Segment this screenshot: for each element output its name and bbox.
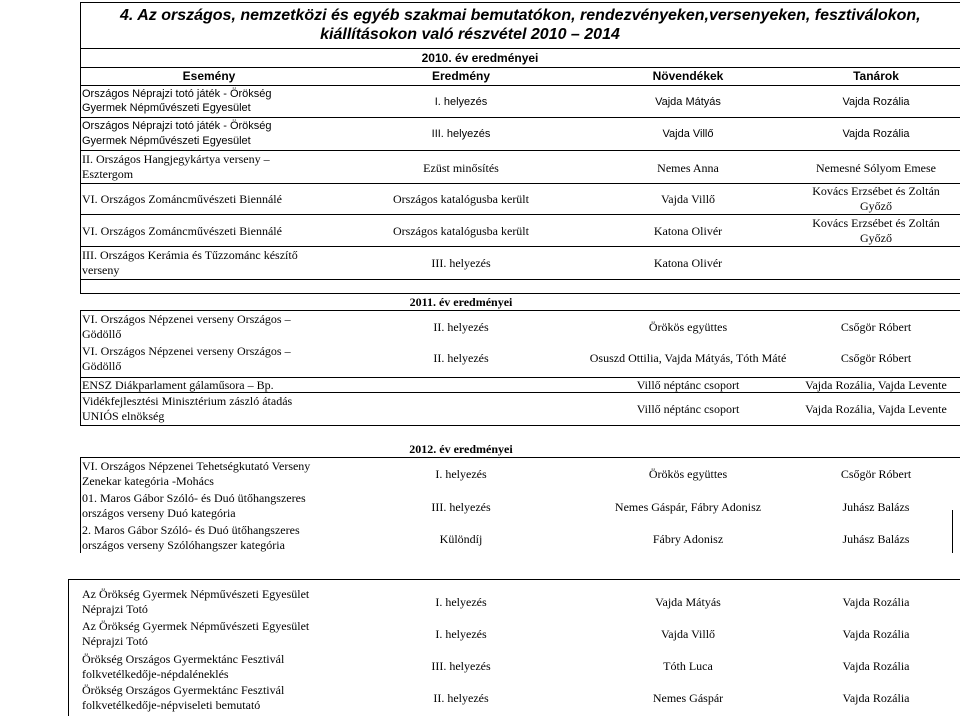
column-header-event: Esemény bbox=[182, 69, 236, 83]
student-cell: Osuszd Ottilia, Vajda Mátyás, Tóth Máté bbox=[589, 351, 787, 365]
event-line1: Vidékfejlesztési Minisztérium zászló átadás bbox=[82, 394, 293, 408]
student-cell: Tóth Luca bbox=[663, 659, 713, 673]
teacher-cell: Csőgör Róbert bbox=[840, 351, 912, 365]
result-cell: II. helyezés bbox=[433, 691, 489, 705]
student-cell: Vajda Villő bbox=[660, 192, 716, 206]
student-cell: Villő néptánc csoport bbox=[636, 402, 740, 416]
event-line1: 01. Maros Gábor Szóló- és Duó ütőhangszeres bbox=[82, 491, 306, 505]
result-cell: III. helyezés bbox=[431, 659, 491, 673]
teacher-cell: Vajda Rozália, Vajda Levente bbox=[805, 402, 947, 416]
result-cell: II. helyezés bbox=[433, 320, 489, 334]
event-line2: folkvetélkedője-népdaléneklés bbox=[82, 667, 229, 681]
section-heading-line1: 4. Az országos, nemzetközi és egyéb szakmai bemutatókon, rendezvényeken,versenyeken, fesztiválokon, bbox=[120, 7, 921, 24]
result-cell: III. helyezés bbox=[431, 500, 491, 514]
event-line2: Gyermek Népművészeti Egyesület bbox=[82, 102, 251, 114]
student-cell: Vajda Villő bbox=[660, 627, 716, 641]
column-header-result: Eredmény bbox=[431, 69, 491, 83]
event-line1: Az Örökség Gyermek Népművészeti Egyesület bbox=[82, 587, 310, 601]
student-cell: Nemes Anna bbox=[657, 161, 719, 175]
event-line2: Gyermek Népművészeti Egyesület bbox=[82, 135, 251, 147]
result-cell: Országos katalógusba került bbox=[393, 224, 529, 238]
result-cell: III. helyezés bbox=[431, 128, 491, 140]
result-cell: I. helyezés bbox=[434, 96, 488, 108]
event-line2: folkvetélkedője-népviseleti bemutató bbox=[82, 698, 261, 712]
event-line2: Néprajzi Totó bbox=[82, 634, 148, 648]
event-line1: Országos Néprajzi totó játék - Örökség bbox=[82, 88, 272, 100]
event-line2: UNIÓS elnökség bbox=[82, 409, 165, 423]
student-cell: Katona Olivér bbox=[653, 256, 723, 270]
column-header-students: Növendékek bbox=[652, 69, 724, 83]
result-cell: I. helyezés bbox=[435, 595, 487, 609]
teacher-cell: Juhász Balázs bbox=[842, 532, 910, 546]
event-line1: VI. Országos Zománcművészeti Biennálé bbox=[82, 192, 282, 206]
student-cell: Örökös együttes bbox=[648, 467, 728, 481]
event-line2: országos verseny Szólóhangszer kategória bbox=[82, 538, 285, 552]
teacher-cell-line2: Győző bbox=[860, 199, 892, 213]
event-line1: III. Országos Kerámia és Tűzzománc készítő bbox=[82, 248, 298, 262]
result-cell: III. helyezés bbox=[431, 256, 491, 270]
section-heading-line2: kiállításokon való részvétel 2010 – 2014 bbox=[320, 26, 620, 43]
teacher-cell-line2: Győző bbox=[860, 231, 892, 245]
result-cell: I. helyezés bbox=[435, 627, 487, 641]
result-cell: Különdíj bbox=[439, 532, 483, 546]
teacher-cell: Csőgör Róbert bbox=[840, 320, 912, 334]
teacher-cell: Juhász Balázs bbox=[842, 500, 910, 514]
year-2010-title: 2010. év eredményei bbox=[421, 51, 539, 65]
event-line2: Néprajzi Totó bbox=[82, 602, 148, 616]
teacher-cell: Nemesné Sólyom Emese bbox=[816, 161, 936, 175]
event-line2: verseny bbox=[82, 263, 120, 277]
student-cell: Örökös együttes bbox=[648, 320, 728, 334]
event-line2: Zenekar kategória -Mohács bbox=[82, 474, 214, 488]
teacher-cell: Vajda Rozália bbox=[842, 96, 910, 108]
event-line1: 2. Maros Gábor Szóló- és Duó ütőhangszeres bbox=[82, 523, 300, 537]
teacher-cell: Vajda Rozália, Vajda Levente bbox=[805, 378, 947, 392]
event-line2: Gödöllő bbox=[82, 327, 122, 341]
event-line1: Örökség Országos Gyermektánc Fesztivál bbox=[82, 652, 285, 666]
student-cell: Vajda Villő bbox=[662, 128, 714, 140]
student-cell: Villő néptánc csoport bbox=[636, 378, 740, 392]
student-cell: Fábry Adonisz bbox=[652, 532, 724, 546]
event-line2: országos verseny Duó kategória bbox=[82, 506, 236, 520]
teacher-cell: Csőgör Róbert bbox=[840, 467, 912, 481]
event-line1: VI. Országos Népzenei verseny Országos – bbox=[82, 344, 291, 358]
year-2012-title: 2012. év eredményei bbox=[409, 442, 513, 456]
teacher-cell: Vajda Rozália bbox=[842, 128, 910, 140]
event-line1: Örökség Országos Gyermektánc Fesztivál bbox=[82, 683, 285, 697]
student-cell: Nemes Gáspár bbox=[652, 691, 724, 705]
event-line2: Esztergom bbox=[82, 167, 134, 181]
result-cell: I. helyezés bbox=[435, 467, 487, 481]
event-line1: II. Országos Hangjegykártya verseny – bbox=[82, 152, 270, 166]
student-cell: Katona Olivér bbox=[653, 224, 723, 238]
result-cell: II. helyezés bbox=[433, 351, 489, 365]
result-cell: Országos katalógusba került bbox=[393, 192, 529, 206]
student-cell: Vajda Mátyás bbox=[655, 96, 721, 108]
teacher-cell: Vajda Rozália bbox=[842, 595, 910, 609]
event-line2: Gödöllő bbox=[82, 359, 122, 373]
teacher-cell: Kovács Erzsébet és Zoltán bbox=[812, 184, 940, 198]
teacher-cell: Kovács Erzsébet és Zoltán bbox=[812, 216, 940, 230]
teacher-cell: Vajda Rozália bbox=[842, 691, 910, 705]
teacher-cell: Vajda Rozália bbox=[842, 627, 910, 641]
teacher-cell: Vajda Rozália bbox=[842, 659, 910, 673]
result-cell: Ezüst minősítés bbox=[423, 161, 499, 175]
event-line1: Az Örökség Gyermek Népművészeti Egyesület bbox=[82, 619, 310, 633]
event-line1: VI. Országos Népzenei verseny Országos – bbox=[82, 312, 291, 326]
event-line1: VI. Országos Népzenei Tehetségkutató Verseny bbox=[82, 459, 311, 473]
student-cell: Nemes Gáspár, Fábry Adonisz bbox=[614, 500, 762, 514]
column-header-teachers: Tanárok bbox=[853, 69, 899, 83]
event-line1: ENSZ Diákparlament gálaműsora – Bp. bbox=[82, 378, 274, 392]
event-line1: Országos Néprajzi totó játék - Örökség bbox=[82, 120, 272, 132]
year-2011-title: 2011. év eredményei bbox=[409, 295, 513, 309]
student-cell: Vajda Mátyás bbox=[655, 595, 721, 609]
event-line1: VI. Országos Zománcművészeti Biennálé bbox=[82, 224, 282, 238]
